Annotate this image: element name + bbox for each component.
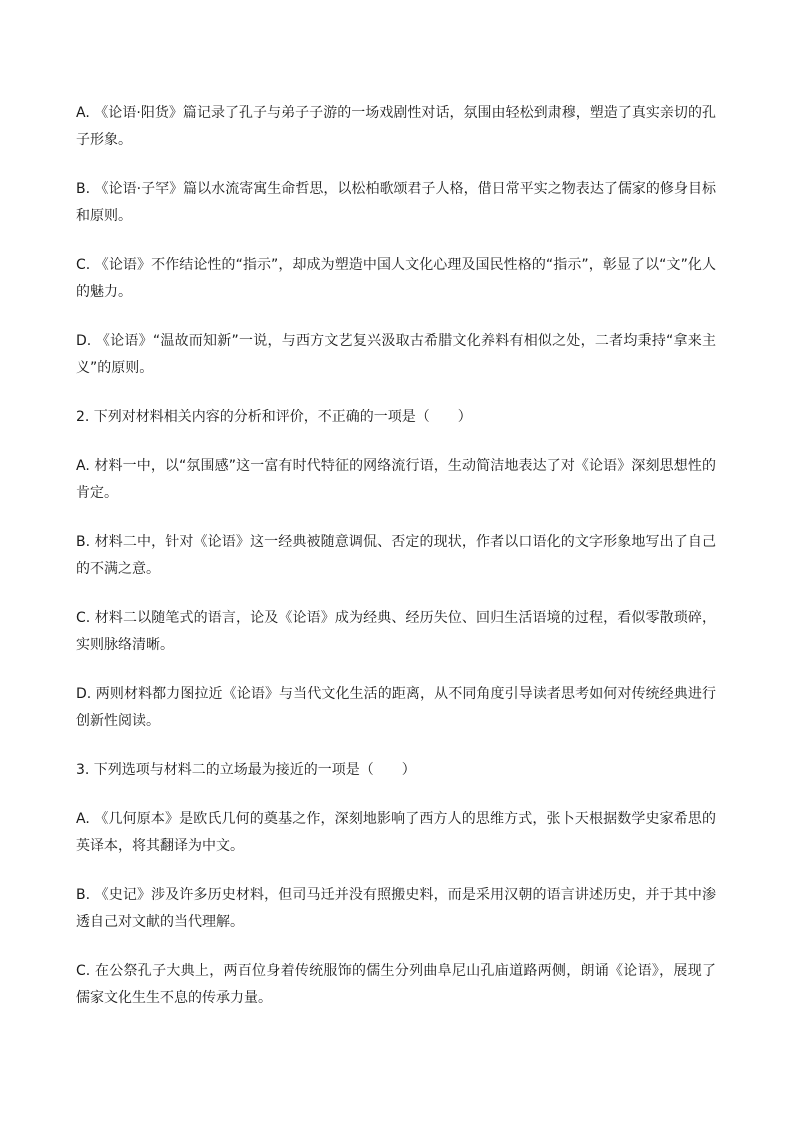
option-3a: A. 《几何原本》是欧氏几何的奠基之作，深刻地影响了西方人的思维方式，张卜天根据数学史家希思的英译本，将其翻译为中文。 bbox=[76, 811, 716, 854]
question-3: 3. 下列选项与材料二的立场最为接近的一项是（ ） bbox=[76, 762, 416, 778]
option-3c: C. 在公祭孔子大典上，两百位身着传统服饰的儒生分列曲阜尼山孔庙道路两侧，朗诵《论语》，展现了儒家文化生生不息的传承力量。 bbox=[76, 963, 716, 1006]
option-2a: A. 材料一中，以“氛围感”这一富有时代特征的网络流行语，生动简洁地表达了对《论语》深刻思想性的肯定。 bbox=[76, 458, 716, 501]
option-2d: D. 两则材料都力图拉近《论语》与当代文化生活的距离，从不同角度引导读者思考如何对传统经典进行创新性阅读。 bbox=[76, 686, 716, 729]
question-2: 2. 下列对材料相关内容的分析和评价，不正确的一项是（ ） bbox=[76, 409, 472, 425]
option-1c: C. 《论语》不作结论性的“指示”，却成为塑造中国人文化心理及国民性格的“指示”，彰显了以“文”化人的魅力。 bbox=[76, 257, 716, 300]
option-1b: B. 《论语·子罕》篇以水流寄寓生命哲思，以松柏歌颂君子人格，借日常平实之物表达了儒家的修身目标和原则。 bbox=[76, 181, 716, 224]
option-2b: B. 材料二中，针对《论语》这一经典被随意调侃、否定的现状，作者以口语化的文字形象地写出了自己的不满之意。 bbox=[76, 534, 716, 577]
option-3b: B. 《史记》涉及许多历史材料，但司马迁并没有照搬史料，而是采用汉朝的语言讲述历史，并于其中渗透自己对文献的当代理解。 bbox=[76, 887, 716, 930]
document-page bbox=[76, 100, 716, 1034]
option-1a: A. 《论语·阳货》篇记录了孔子与弟子子游的一场戏剧性对话，氛围由轻松到肃穆，塑造了真实亲切的孔子形象。 bbox=[76, 105, 716, 148]
option-1d: D. 《论语》“温故而知新”一说，与西方文艺复兴汲取古希腊文化养料有相似之处，二者均秉持“拿来主义”的原则。 bbox=[76, 333, 716, 376]
option-2c: C. 材料二以随笔式的语言，论及《论语》成为经典、经历失位、回归生活语境的过程，看似零散琐碎，实则脉络清晰。 bbox=[76, 610, 716, 653]
